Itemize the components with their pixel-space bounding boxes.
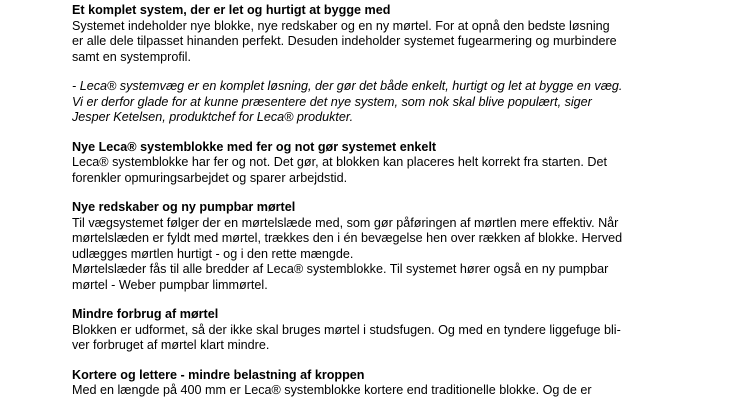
- body-line: Med en længde på 400 mm er Leca® systemblokke kortere end traditionelle blokke. Og de er: [72, 383, 592, 397]
- body-line: mørtel - Weber pumpbar limmørtel.: [72, 277, 268, 292]
- section-heading: Mindre forbrug af mørtel: [72, 307, 219, 321]
- section-complete-system: [72, 3, 692, 65]
- body-line: ver forbruget af mørtel klart mindre.: [72, 338, 270, 352]
- body-line: Leca® systemblokke har fer og not. Det gør, at blokken kan placeres helt korrekt fra starten. Det: [72, 155, 607, 169]
- section-shorter-lighter: [72, 368, 692, 399]
- section-heading: Nye redskaber og ny pumpbar mørtel: [72, 200, 296, 214]
- quote-line: - Leca® systemvæg er en komplet løsning, der gør det både enkelt, hurtigt og let at bygge en væg.: [72, 79, 623, 93]
- body-line: Mørtelslæder fås til alle bredder af Leca® systemblokke. Til systemet hører også en ny pumpbar: [72, 262, 609, 276]
- body-line: Blokken er udformet, så der ikke skal bruges mørtel i studsfugen. Og med en tyndere liggefuge bli-: [72, 322, 621, 337]
- body-line: mørtelslæden er fyldt med mørtel, trækkes den i én bevægelse hen over rækken af blokke. Herved: [72, 231, 623, 245]
- quote-line: Jesper Ketelsen, produktchef for Leca® produkter.: [72, 110, 354, 124]
- section-less-mortar: [72, 307, 692, 354]
- body-line: samt en systemprofil.: [72, 49, 191, 64]
- section-system-blocks: [72, 140, 692, 187]
- body-line: er alle dele tilpasset hinanden perfekt. Desuden indeholder systemet fugearmering og murbindere: [72, 34, 617, 48]
- section-tools-mortar: [72, 200, 692, 293]
- quote-line: Vi er derfor glade for at kunne præsentere det nye system, som nok skal blive populært, siger: [72, 94, 592, 109]
- body-line: forenkler opmuringsarbejdet og sparer arbejdstid.: [72, 170, 348, 185]
- quote-paragraph: [72, 79, 692, 126]
- body-line: Systemet indeholder nye blokke, nye redskaber og en ny mørtel. For at opnå den bedste løsning: [72, 18, 610, 33]
- document-page: [72, 3, 692, 413]
- section-heading: Et komplet system, der er let og hurtigt at bygge med: [72, 3, 391, 17]
- section-heading: Kortere og lettere - mindre belastning af kroppen: [72, 367, 365, 382]
- section-heading: Nye Leca® systemblokke med fer og not gør systemet enkelt: [72, 139, 437, 154]
- body-line: udlægges mørtlen hurtigt - og i den rette mængde.: [72, 246, 354, 261]
- body-line: Til vægsystemet følger der en mørtelslæde med, som gør påføringen af mørtlen mere effektiv. Når: [72, 215, 619, 230]
